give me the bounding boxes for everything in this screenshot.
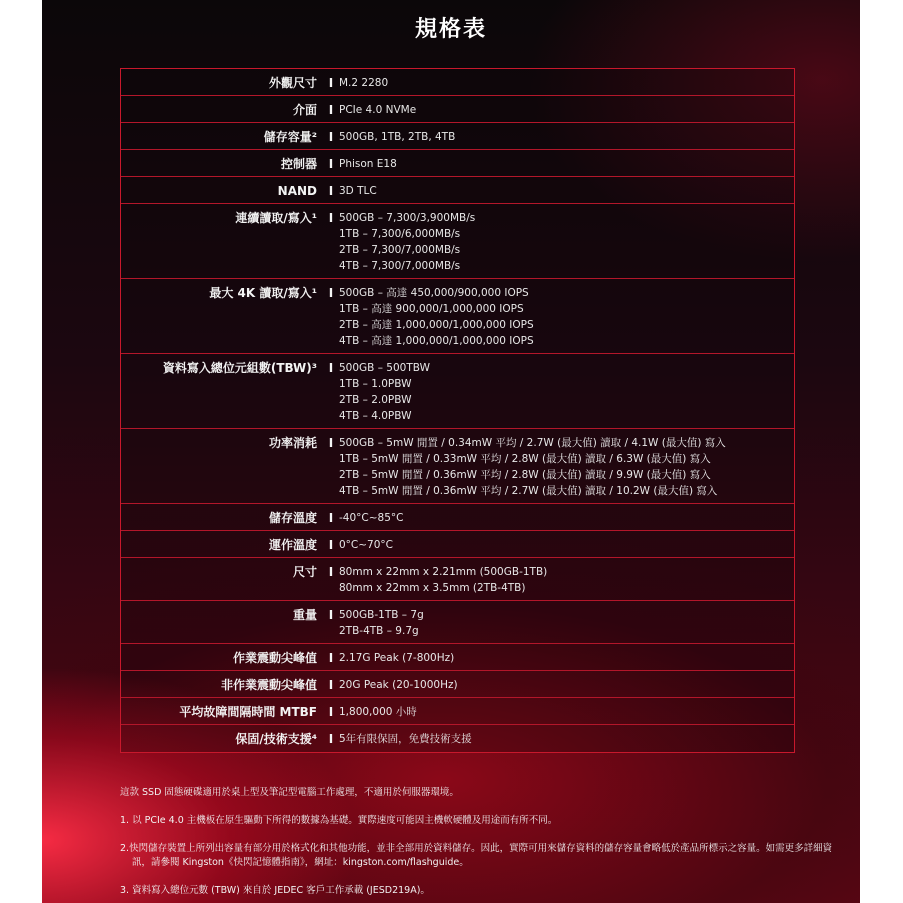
spec-value-line: 3D TLC — [339, 185, 377, 197]
spec-label: 控制器 — [280, 157, 317, 171]
spec-row — [121, 601, 794, 644]
spec-label: 運作溫度 — [268, 538, 317, 552]
spec-row — [121, 558, 794, 601]
footnotes — [120, 786, 840, 903]
spec-label: 保固/技術支援⁴ — [235, 732, 317, 746]
spec-value — [339, 177, 794, 203]
spec-row — [121, 279, 794, 354]
spec-separator: I — [328, 157, 334, 171]
spec-value-line: 1,800,000 小時 — [339, 706, 417, 718]
spec-label: 尺寸 — [292, 565, 317, 579]
spec-row — [121, 177, 794, 204]
spec-value — [339, 204, 794, 278]
spec-value-line: 2TB-4TB – 9.7g — [339, 625, 419, 637]
spec-separator: I — [328, 565, 334, 579]
spec-value-line: 4TB – 4.0PBW — [339, 410, 412, 422]
spec-value-line: 2TB – 5mW 閒置 / 0.36mW 平均 / 2.8W (最大值) 讀取 / 9.9W (最大值) 寫入 — [339, 469, 711, 481]
spec-label: 外觀尺寸 — [268, 76, 317, 90]
spec-value-line: 80mm x 22mm x 3.5mm (2TB-4TB) — [339, 582, 526, 594]
spec-value — [339, 504, 794, 530]
spec-separator: I — [328, 184, 334, 198]
spec-value-line: 1TB – 7,300/6,000MB/s — [339, 228, 461, 240]
spec-value-line: Phison E18 — [339, 158, 397, 170]
spec-label: 資料寫入總位元組數(TBW)³ — [162, 361, 317, 375]
spec-label: 連續讀取/寫入¹ — [235, 211, 317, 225]
spec-value-line: 500GB-1TB – 7g — [339, 609, 424, 621]
spec-row — [121, 204, 794, 279]
spec-value-line: 2TB – 7,300/7,000MB/s — [339, 244, 461, 256]
spec-label: 儲存容量² — [263, 130, 317, 144]
spec-value — [339, 725, 794, 752]
spec-row — [121, 354, 794, 429]
spec-value — [339, 354, 794, 428]
spec-table — [120, 68, 795, 753]
spec-separator: I — [328, 286, 334, 300]
spec-value-line: PCIe 4.0 NVMe — [339, 104, 417, 116]
spec-value-line: 0°C~70°C — [339, 539, 394, 551]
spec-value-line: M.2 2280 — [339, 77, 389, 89]
spec-value-line: 4TB – 高達 1,000,000/1,000,000 IOPS — [339, 335, 534, 347]
spec-value — [339, 531, 794, 557]
spec-separator: I — [328, 705, 334, 719]
spec-value-line: 5年有限保固，免費技術支援 — [339, 733, 472, 745]
spec-value-line: 1TB – 5mW 閒置 / 0.33mW 平均 / 2.8W (最大值) 讀取 / 6.3W (最大值) 寫入 — [339, 453, 711, 465]
spec-row — [121, 504, 794, 531]
spec-value-line: 1TB – 1.0PBW — [339, 378, 412, 390]
page-title: 規格表 — [414, 17, 487, 42]
spec-row — [121, 123, 794, 150]
spec-value-line: 80mm x 22mm x 2.21mm (500GB-1TB) — [339, 566, 548, 578]
spec-value — [339, 644, 794, 670]
footnote-intro: 這款 SSD 固態硬碟適用於桌上型及筆記型電腦工作處理，不適用於伺服器環境。 — [120, 787, 459, 798]
spec-value-line: 1TB – 高達 900,000/1,000,000 IOPS — [339, 303, 524, 315]
spec-value-line: 2.17G Peak (7-800Hz) — [339, 652, 455, 664]
spec-separator: I — [328, 732, 334, 746]
spec-separator: I — [328, 608, 334, 622]
spec-value — [339, 150, 794, 176]
spec-separator: I — [328, 678, 334, 692]
spec-label: 儲存溫度 — [268, 511, 317, 525]
spec-value — [339, 123, 794, 149]
spec-separator: I — [328, 76, 334, 90]
spec-value-line: 2TB – 2.0PBW — [339, 394, 412, 406]
spec-value-line: 500GB – 5mW 閒置 / 0.34mW 平均 / 2.7W (最大值) 讀取 / 4.1W (最大值) 寫入 — [339, 437, 726, 449]
spec-value — [339, 69, 794, 95]
spec-label: 功率消耗 — [268, 436, 317, 450]
spec-row — [121, 671, 794, 698]
spec-label: NAND — [277, 184, 317, 198]
spec-separator: I — [328, 103, 334, 117]
spec-value-line: 500GB – 7,300/3,900MB/s — [339, 212, 476, 224]
spec-value-line: 4TB – 5mW 閒置 / 0.36mW 平均 / 2.7W (最大值) 讀取 / 10.2W (最大值) 寫入 — [339, 485, 718, 497]
spec-row — [121, 69, 794, 96]
spec-separator: I — [328, 130, 334, 144]
spec-separator: I — [328, 538, 334, 552]
footnote-3: 3. 資料寫入總位元數 (TBW) 來自於 JEDEC 客戶工作承載 (JESD219A)。 — [120, 885, 430, 896]
spec-label: 重量 — [292, 608, 317, 622]
spec-separator: I — [328, 211, 334, 225]
spec-value-line: 500GB – 高達 450,000/900,000 IOPS — [339, 287, 529, 299]
spec-label: 非作業震動尖峰值 — [220, 678, 317, 692]
spec-row — [121, 531, 794, 558]
spec-value-line: 500GB, 1TB, 2TB, 4TB — [339, 131, 456, 143]
spec-separator: I — [328, 361, 334, 375]
spec-value-line: 4TB – 7,300/7,000MB/s — [339, 260, 461, 272]
spec-separator: I — [328, 511, 334, 525]
spec-row — [121, 644, 794, 671]
spec-value — [339, 96, 794, 122]
spec-value — [339, 698, 794, 724]
spec-value-line: 2TB – 高達 1,000,000/1,000,000 IOPS — [339, 319, 534, 331]
spec-label: 平均故障間隔時間 MTBF — [179, 705, 317, 719]
spec-row — [121, 150, 794, 177]
spec-value-line: -40°C~85°C — [339, 512, 404, 524]
spec-value-line: 20G Peak (20-1000Hz) — [339, 679, 458, 691]
spec-row — [121, 96, 794, 123]
spec-label: 作業震動尖峰值 — [232, 651, 317, 665]
spec-row — [121, 429, 794, 504]
spec-value — [339, 279, 794, 353]
spec-value — [339, 558, 794, 600]
spec-row — [121, 698, 794, 725]
footnote-1: 1. 以 PCIe 4.0 主機板在原生驅動下所得的數據為基礎。實際速度可能因主機軟硬體及用途而有所不同。 — [120, 815, 558, 826]
spec-value — [339, 671, 794, 697]
spec-value-line: 500GB – 500TBW — [339, 362, 430, 374]
spec-label: 介面 — [292, 103, 317, 117]
spec-value — [339, 601, 794, 643]
spec-label: 最大 4K 讀取/寫入¹ — [209, 286, 317, 300]
spec-row — [121, 725, 794, 752]
footnote-2: 2.快閃儲存裝置上所列出容量有部分用於格式化和其他功能，並非全部用於資料儲存。因此，實際可用來儲存資料的儲存容量會略低於產品所標示之容量。如需更多詳細資訊，請參閱 Kingston《快閃記憶體指南》，網址：kingston.com/flashguide。 — [120, 843, 833, 868]
spec-separator: I — [328, 651, 334, 665]
spec-panel — [42, 0, 860, 903]
spec-value — [339, 429, 794, 503]
spec-separator: I — [328, 436, 334, 450]
